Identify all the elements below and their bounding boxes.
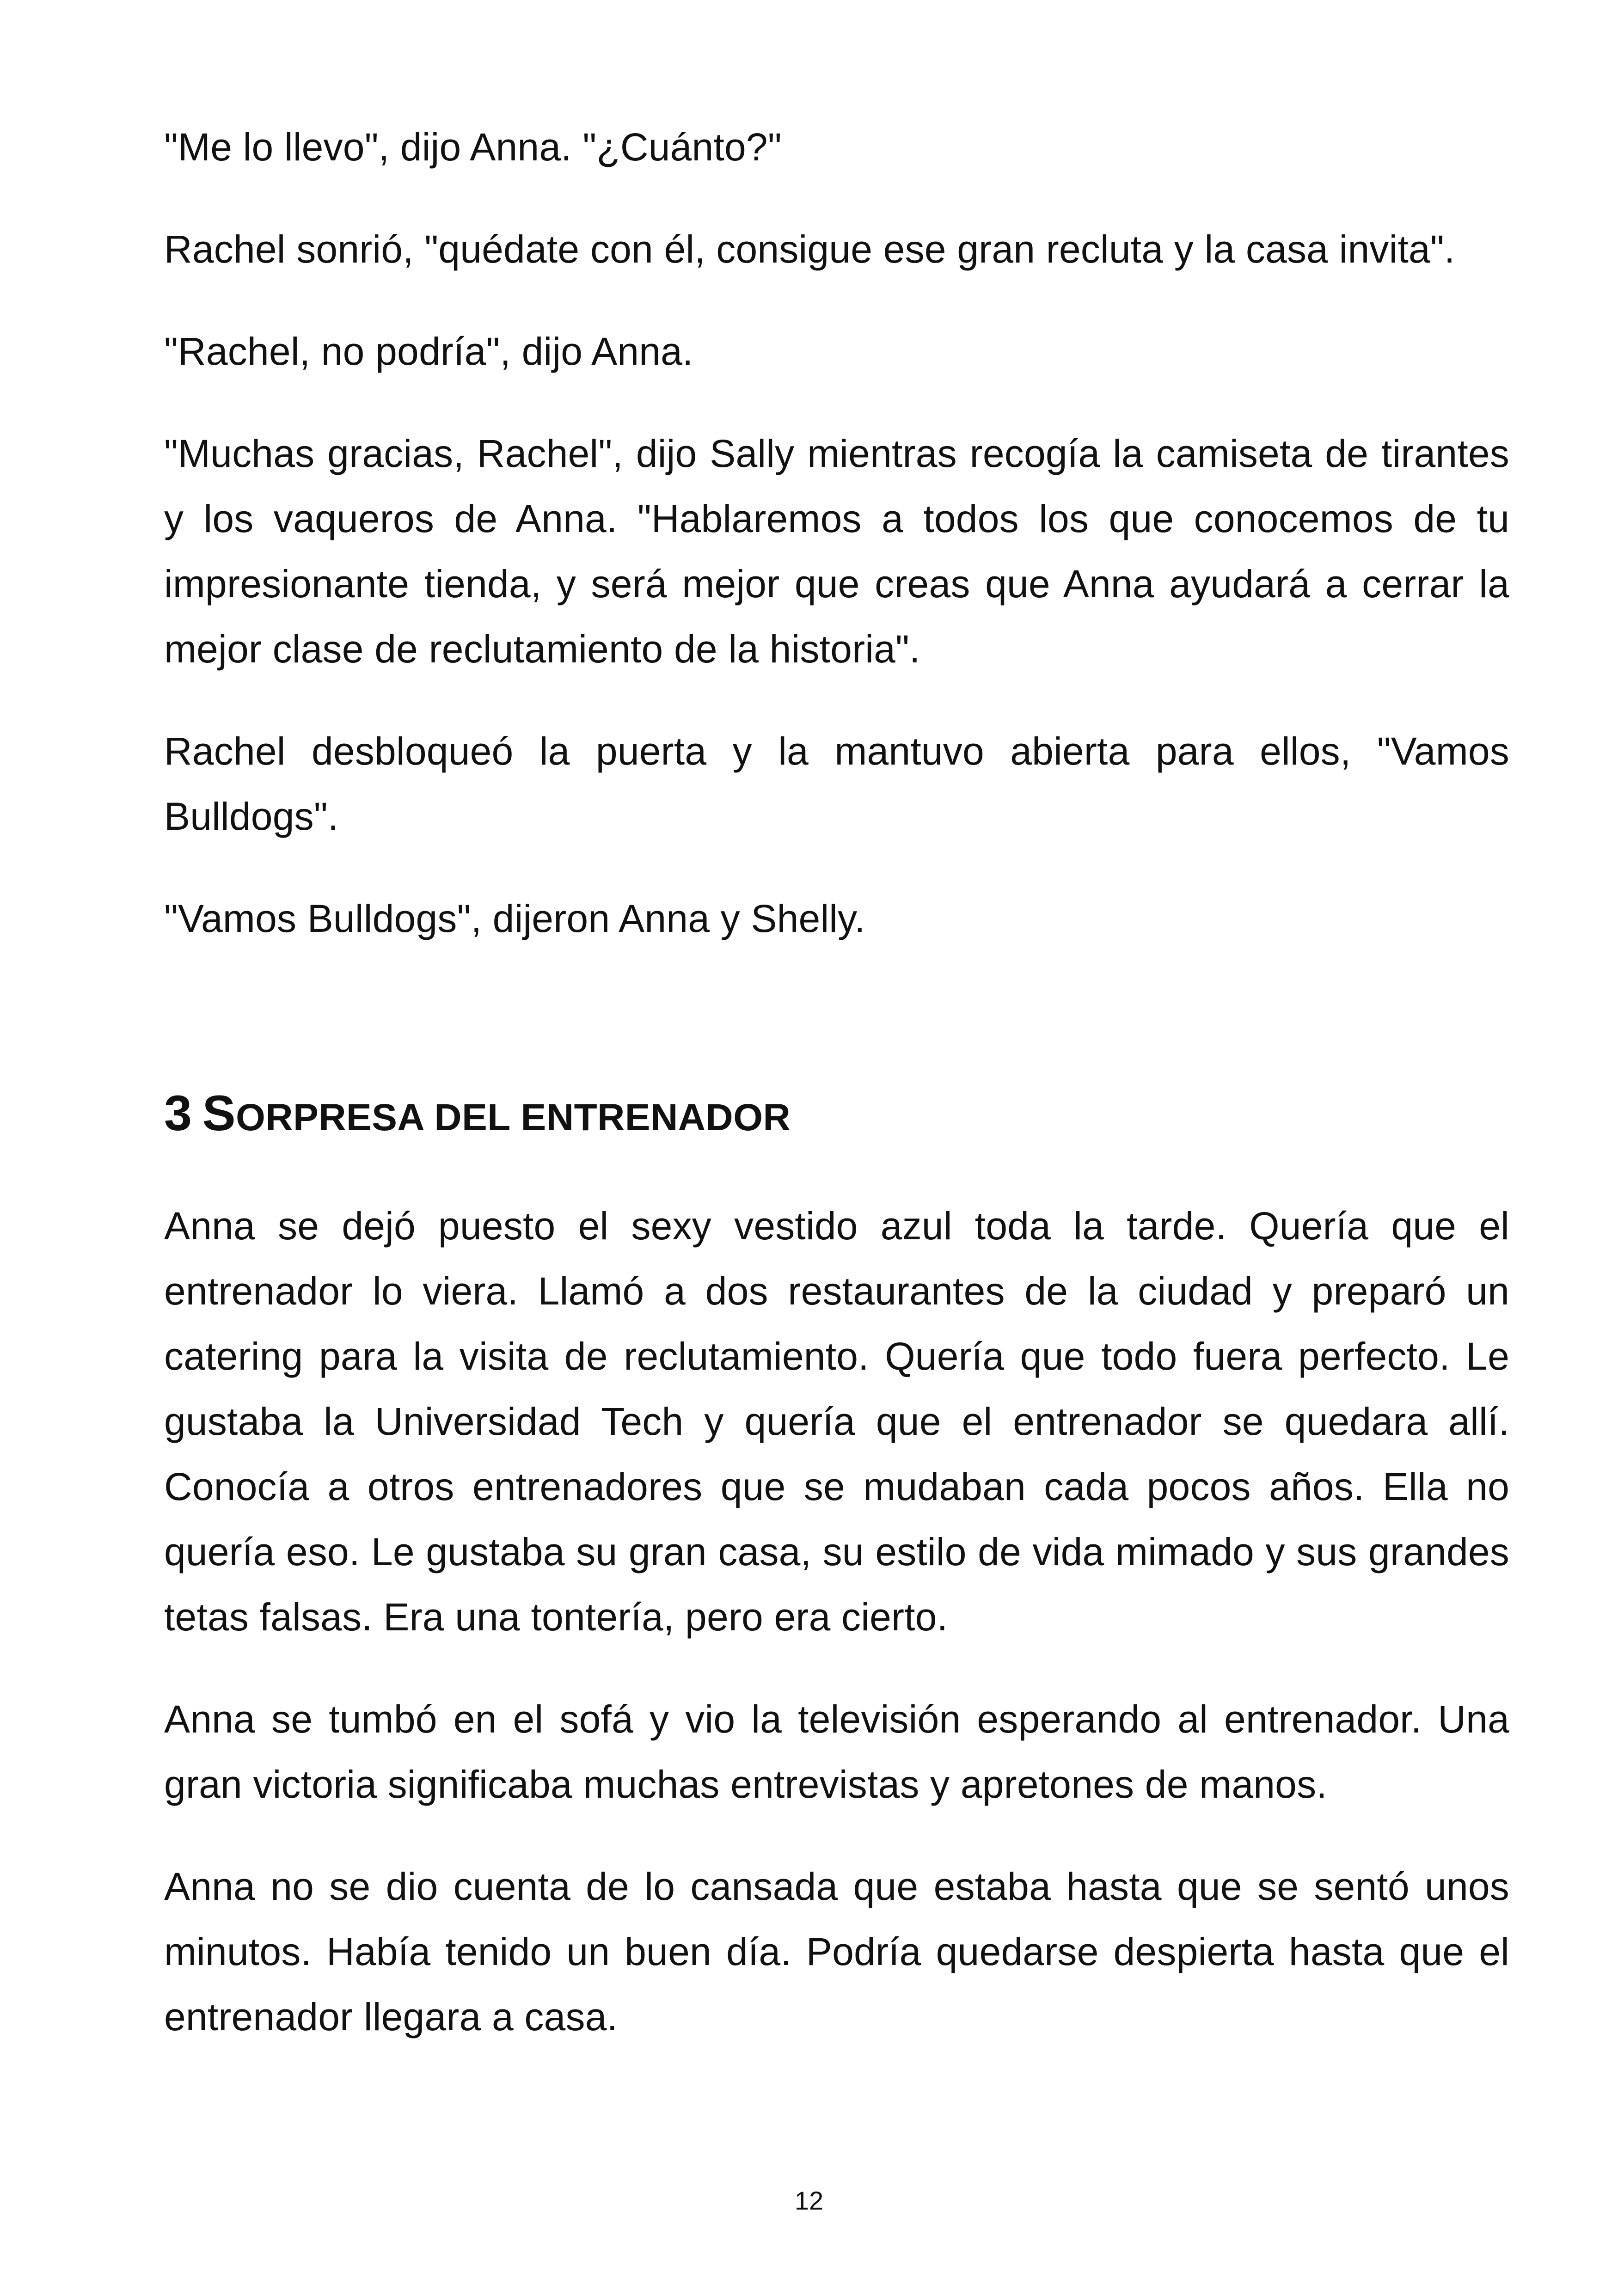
chapter-number: 3 [164,1085,192,1141]
paragraph-7: Anna se dejó puesto el sexy vestido azul toda la tarde. Quería que el entrenador lo viera. Llamó a dos restaurantes de la ciudad y preparó un catering para la visita de reclutamiento. Quería que todo fuera perfecto. Le gustaba la Universidad Tech y quería que el entrenador se quedara allí. Conocía a otros entrenadores que se mudaban cada pocos años. Ella no quería eso. Le gustaba su gran casa, su estilo de vida mimado y sus grandes tetas falsas. Era una tontería, pero era cierto. [164,1204,1509,1639]
paragraph-8: Anna se tumbó en el sofá y vio la televisión esperando al entrenador. Una gran victoria significaba muchas entrevistas y apretones de manos. [164,1697,1509,1806]
paragraph-6: "Vamos Bulldogs", dijeron Anna y Shelly. [164,897,865,940]
chapter-heading [164,1084,1509,1146]
page-number: 12 [794,2186,824,2215]
paragraph-1: "Me lo llevo", dijo Anna. "¿Cuánto?" [164,125,782,169]
paragraph-4: "Muchas gracias, Rachel", dijo Sally mientras recogía la camiseta de tirantes y los vaqueros de Anna. "Hablaremos a todos los que conocemos de tu impresionante tienda, y será mejor que creas que Anna ayudará a cerrar la mejor clase de reclutamiento de la historia". [164,432,1509,671]
paragraph-2: Rachel sonrió, "quédate con él, consigue ese gran recluta y la casa invita". [164,227,1455,271]
chapter-title-rest: ORPRESA DEL ENTRENADOR [236,1096,791,1139]
paragraph-3: "Rachel, no podría", dijo Anna. [164,330,693,373]
chapter-title-initial: S [202,1085,236,1141]
page-content [164,115,1509,2087]
paragraph-5: Rachel desbloqueó la puerta y la mantuvo abierta para ellos, "Vamos Bulldogs". [164,729,1509,838]
paragraph-9: Anna no se dio cuenta de lo cansada que estaba hasta que se sentó unos minutos. Había tenido un buen día. Podría quedarse despierta hasta que el entrenador llegara a casa. [164,1865,1509,2039]
